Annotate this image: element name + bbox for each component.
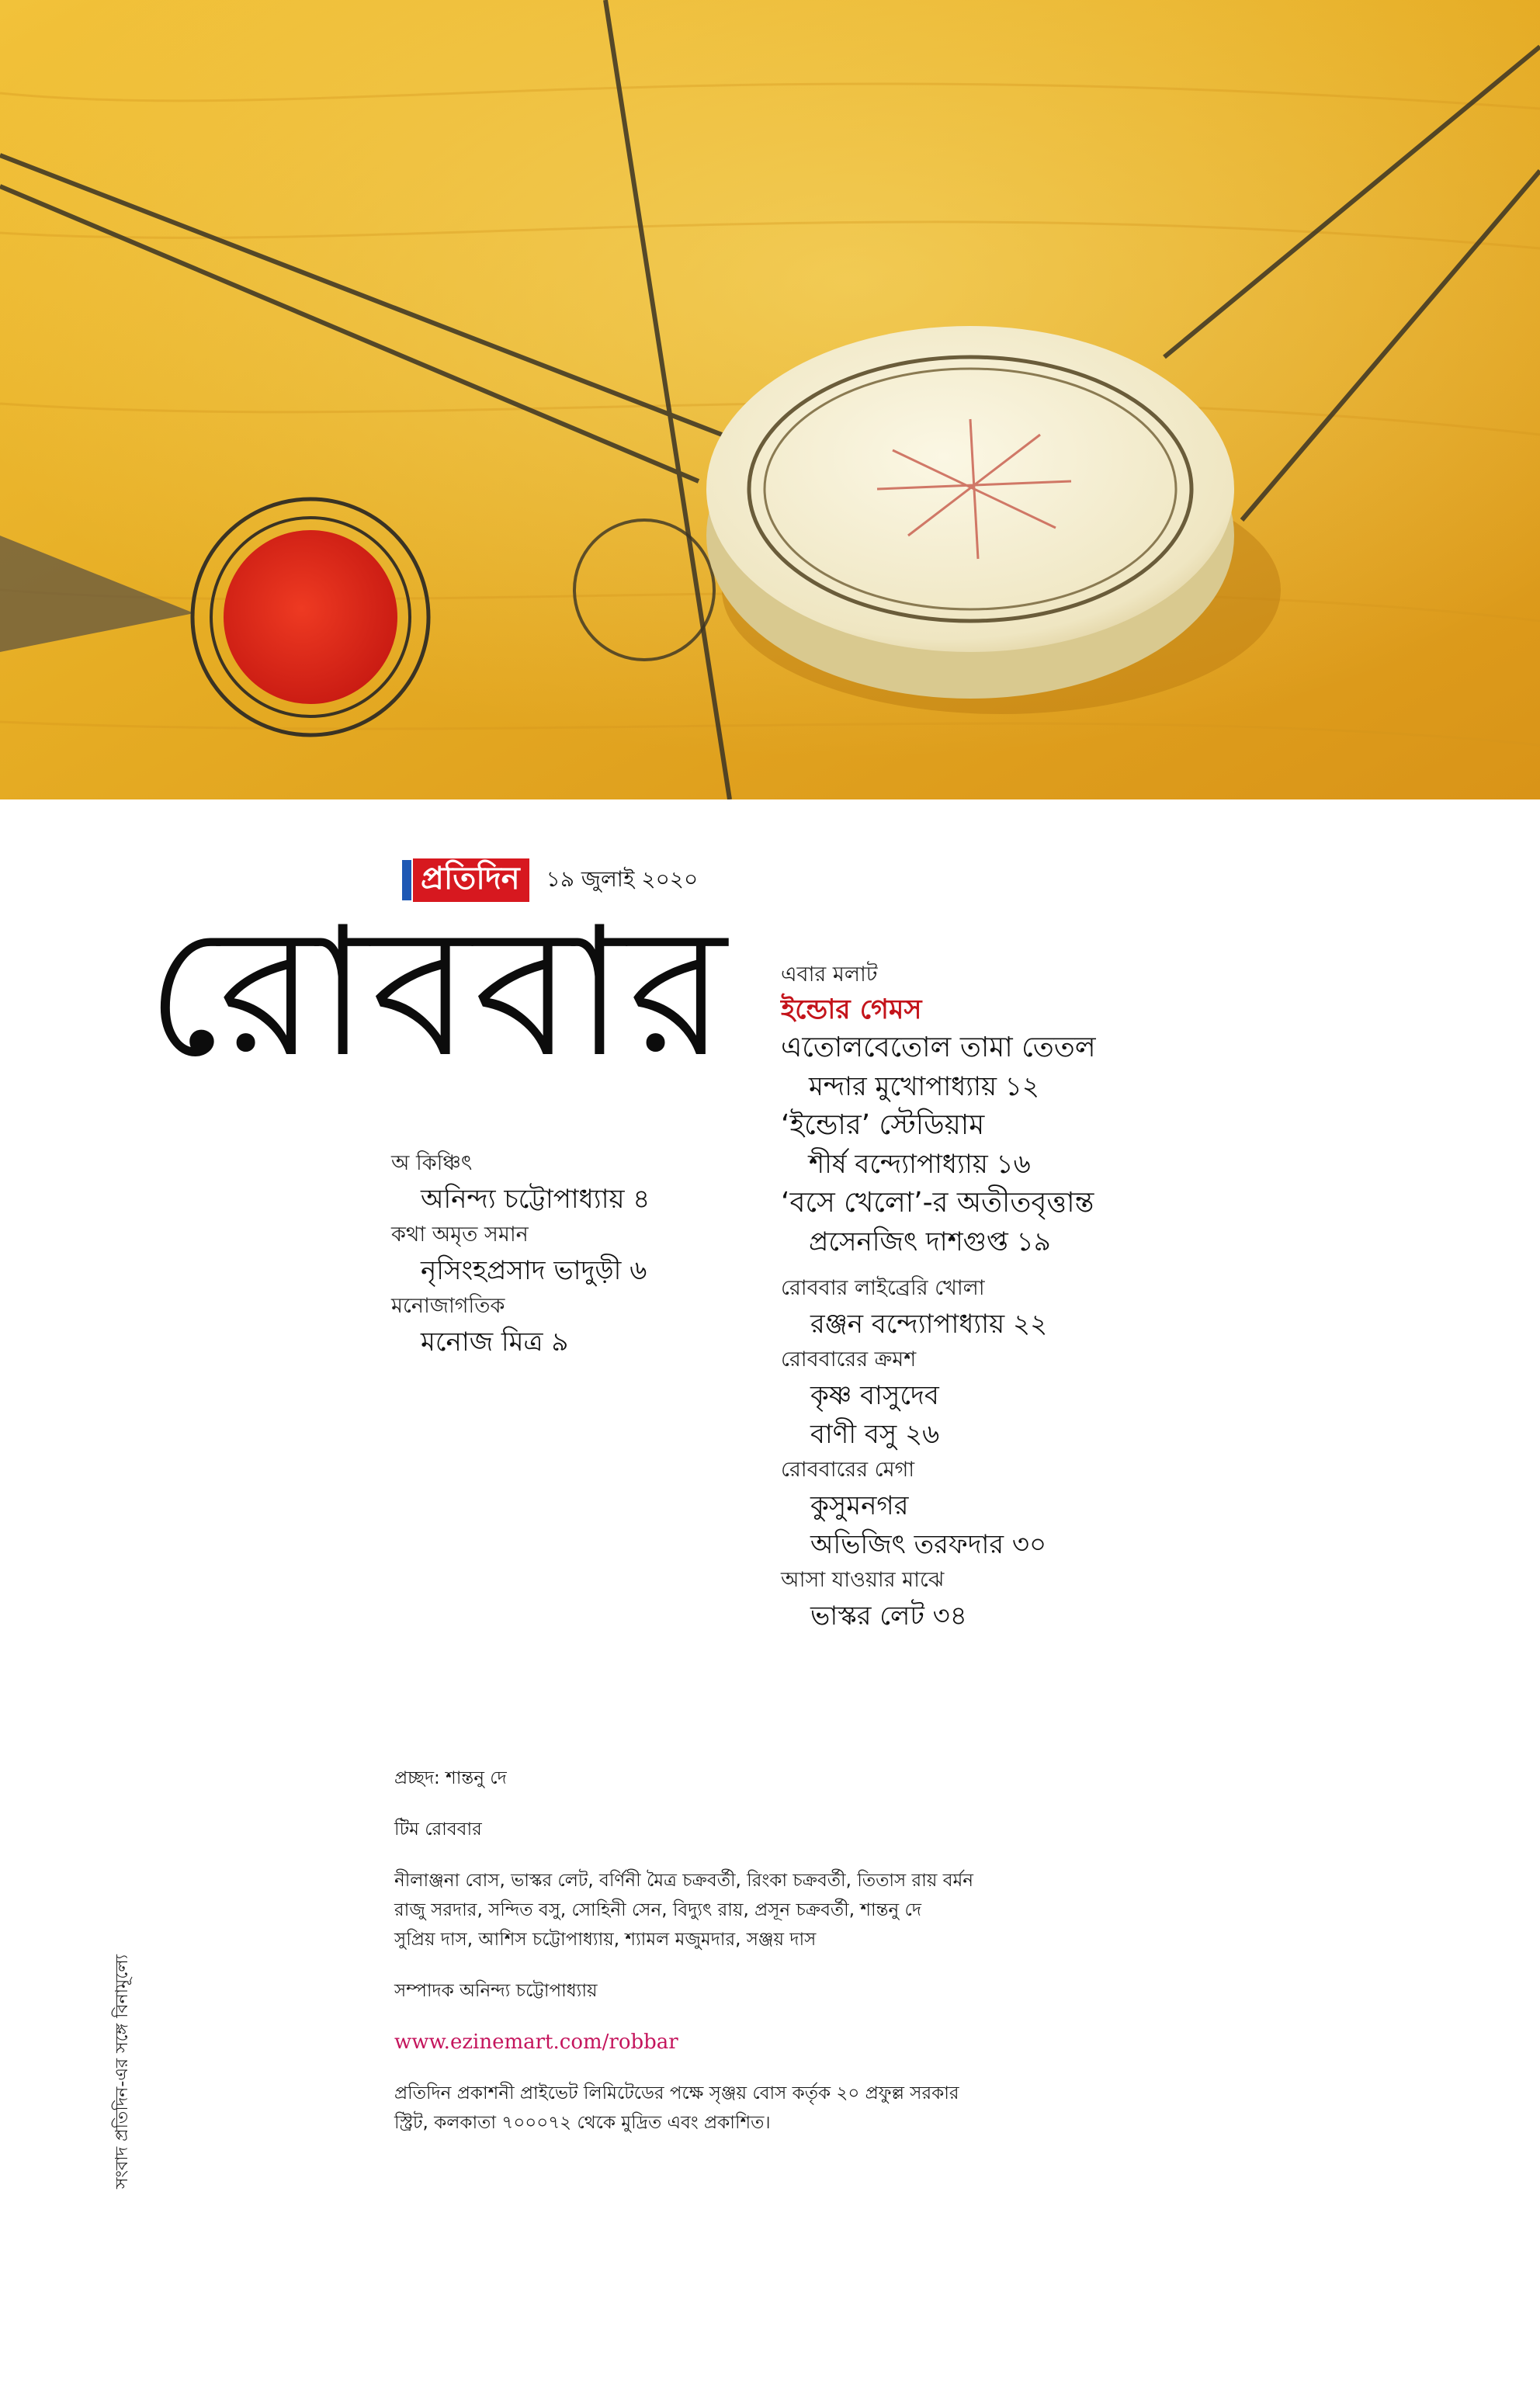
issue-date: ১৯ জুলাই ২০২০ bbox=[546, 865, 699, 892]
toc-section-label: কথা অমৃত সমান bbox=[391, 1223, 529, 1247]
toc-section-label: অ কিঞ্চিৎ bbox=[391, 1151, 473, 1175]
toc-section-label: রোববার লাইব্রেরি খোলা bbox=[781, 1276, 985, 1300]
publisher-line: প্রতিদিন প্রকাশনী প্রাইভেট লিমিটেডের পক্ষে সৃঞ্জয় বোস কর্তৃক ২০ প্রফুল্ল সরকার bbox=[394, 2083, 959, 2103]
cover-story-heading: এবার মলাট bbox=[781, 962, 878, 987]
toc-entry: অভিজিৎ তরফদার ৩০ bbox=[810, 1529, 1047, 1560]
toc-article-title: এতোলবেতোল তামা তেতল bbox=[781, 1032, 1096, 1063]
toc-left-column bbox=[391, 1147, 826, 1361]
toc-section-label: রোববারের ক্রমশ bbox=[781, 1347, 917, 1372]
cover-story-topic: ইন্ডোর গেমস bbox=[781, 994, 922, 1025]
toc-entry: কৃষ্ণ বাসুদেব bbox=[810, 1380, 939, 1411]
toc-article-title: ‘ইন্ডোর’ স্টেডিয়াম bbox=[781, 1109, 985, 1141]
toc-section-label: রোববারের মেগা bbox=[781, 1458, 915, 1482]
publisher-line: স্ট্রিট, কলকাতা ৭০০০৭২ থেকে মুদ্রিত এবং প্রকাশিত। bbox=[394, 2113, 771, 2133]
credits-block bbox=[394, 1764, 1171, 2138]
carrom-board-icon bbox=[0, 0, 1540, 799]
team-label: টিম রোববার bbox=[394, 1819, 482, 1840]
cover-photo bbox=[0, 0, 1540, 799]
toc-entry: কুসুমনগর bbox=[810, 1490, 909, 1521]
toc-section-label: মনোজাগতিক bbox=[391, 1294, 505, 1318]
toc-entry: ভাস্কর লেট ৩৪ bbox=[810, 1601, 967, 1632]
masthead-title: রোববার bbox=[146, 890, 730, 1097]
team-members-line: সুপ্রিয় দাস, আশিস চট্টোপাধ্যায়, শ্যামল মজুমদার, সঞ্জয় দাস bbox=[394, 1930, 817, 1950]
toc-entry: রঞ্জন বন্দ্যোপাধ্যায় ২২ bbox=[810, 1309, 1048, 1340]
free-with-newspaper-note: সংবাদ প্রতিদিন-এর সঙ্গে বিনামূল্যে bbox=[113, 1954, 132, 2189]
toc-entry: মনোজ মিত্র ৯ bbox=[421, 1327, 569, 1358]
cover-credit: প্রচ্ছদ: শান্তনু দে bbox=[394, 1768, 507, 1788]
toc-article-title: ‘বসে খেলো’-র অতীতবৃত্তান্ত bbox=[781, 1187, 1094, 1219]
team-members-line: নীলাঞ্জনা বোস, ভাস্কর লেট, বর্ণিনী মৈত্র চক্রবর্তী, রিংকা চক্রবর্তী, তিতাস রায় বর্মন bbox=[394, 1871, 974, 1891]
toc-section-label: আসা যাওয়ার মাঝে bbox=[781, 1568, 945, 1592]
publication-logo: প্রতিদিন bbox=[413, 858, 529, 902]
toc-entry: নৃসিংহপ্রসাদ ভাদুড়ী ৬ bbox=[421, 1255, 647, 1286]
editor-credit: সম্পাদক অনিন্দ্য চট্টোপাধ্যায় bbox=[394, 1981, 598, 2001]
team-members-line: রাজু সরদার, সন্দিত বসু, সোহিনী সেন, বিদ্যুৎ রায়, প্রসূন চক্রবর্তী, শান্তনু দে bbox=[394, 1900, 921, 1920]
toc-article-author: শীর্ষ বন্দ্যোপাধ্যায় ১৬ bbox=[809, 1149, 1031, 1180]
toc-entry: বাণী বসু ২৬ bbox=[810, 1419, 940, 1450]
website-link[interactable]: www.ezinemart.com/robbar bbox=[394, 2031, 678, 2054]
toc-article-author: মন্দার মুখোপাধ্যায় ১২ bbox=[809, 1071, 1039, 1102]
toc-right-column bbox=[781, 959, 1278, 1635]
toc-entry: অনিন্দ্য চট্টোপাধ্যায় ৪ bbox=[421, 1184, 650, 1215]
toc-article-author: প্রসেনজিৎ দাশগুপ্ত ১৯ bbox=[809, 1226, 1051, 1257]
